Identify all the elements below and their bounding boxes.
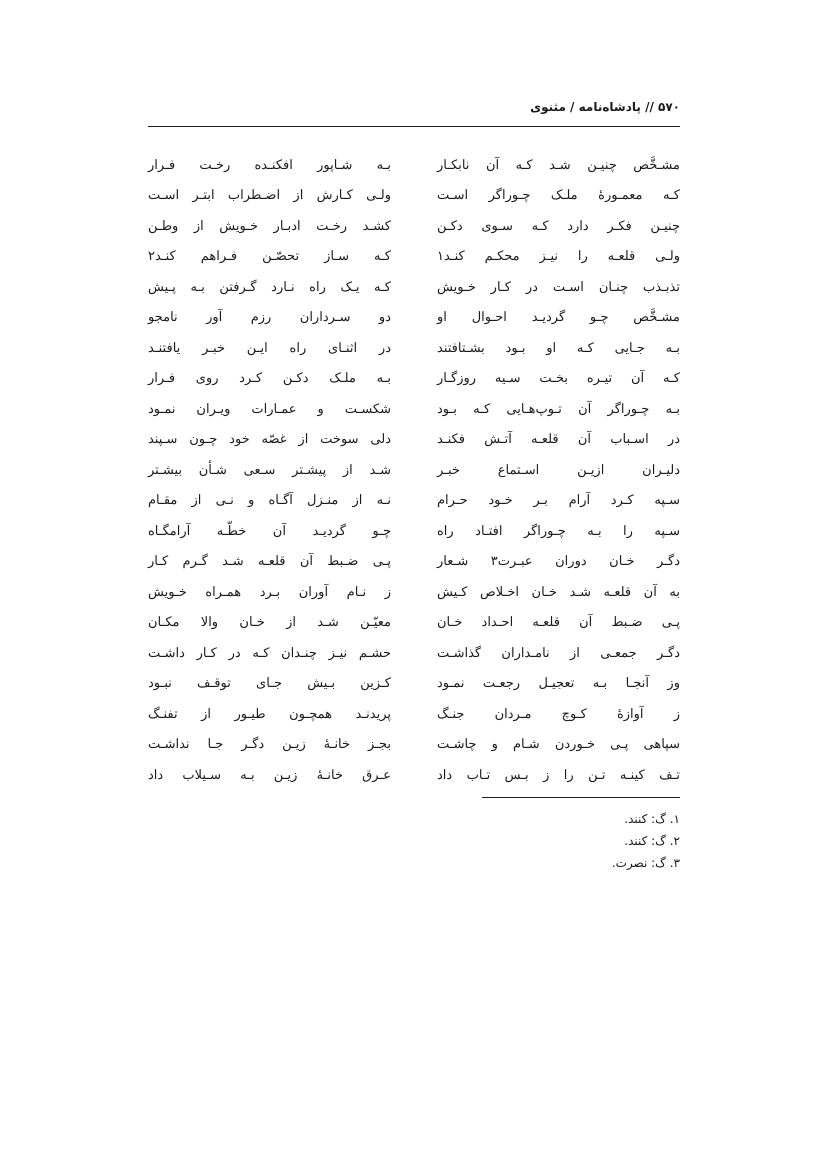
hemistich-first: ولـی قلعـه را نیـز محکـم کنـد۱: [437, 249, 680, 265]
hemistich-first: مشـخَّص چـو گردیـد احـوال او: [437, 310, 680, 326]
couplet: [148, 608, 680, 639]
hemistich-first: دگـر جمعـی از نامـداران گذاشـت: [437, 645, 680, 661]
couplet: [148, 303, 680, 334]
couplet: [148, 638, 680, 669]
hemistich-second: نـه از منـزل آگـاه و نـی از مقـام: [148, 493, 391, 509]
couplet: [148, 394, 680, 425]
poem-body: [148, 150, 680, 791]
hemistich-second: حشـم نیـز چنـدان کـه در کـار داشـت: [148, 645, 391, 661]
hemistich-first: تـف کینـه تـن را ز بـس تـاب داد: [437, 767, 680, 783]
hemistich-first: دگـر خـان دوران عبـرت۳ شـعار: [437, 554, 680, 570]
hemistich-second: کشـد رخـت ادبـار خـویش از وطـن: [148, 218, 391, 234]
hemistich-second: چـو گردیـد آن خطّـه آرامگـاه: [148, 523, 391, 539]
hemistich-second: ز نـام آوران بـرد همـراه خـویش: [148, 584, 391, 600]
couplet: [148, 242, 680, 273]
hemistich-first: وز آنجـا بـه تعجیـل رجعـت نمـود: [437, 676, 680, 692]
running-title: ۵۷۰ // پادشاه‌نامه / مثنوی: [530, 100, 680, 114]
couplet: [148, 181, 680, 212]
couplet: [148, 760, 680, 791]
hemistich-first: بـه جـایی کـه او بـود بشـتافتند: [437, 340, 680, 356]
hemistich-second: کـه سـاز تحصّـن فـراهم کنـد۲: [148, 249, 391, 265]
hemistich-first: بـه چـوراگر آن تـوپ‌هـایی کـه بـود: [437, 401, 680, 417]
couplet: [148, 547, 680, 578]
couplet: [148, 425, 680, 456]
hemistich-second: دلی سوخت از غصّه خود چـون سـپند: [148, 432, 391, 448]
hemistich-second: پـی ضـبط آن قلعـه شـد گـرم کـار: [148, 554, 391, 570]
hemistich-first: سـپه را بـه چـوراگر افتـاد راه: [437, 523, 680, 539]
header-divider: [148, 126, 680, 127]
hemistich-first: پـی ضـبط آن قلعـه احـداد خـان: [437, 615, 680, 631]
hemistich-first: ز آوازهٔ کـوچ مـردان جنـگ: [437, 706, 680, 722]
hemistich-first: سـپه کـرد آرام بـر خـود حـرام: [437, 493, 680, 509]
hemistich-second: ولـی کـارش از اضـطراب ابتـر اسـت: [148, 188, 391, 204]
hemistich-second: دو سـرداران رزم آور نامجو: [148, 310, 391, 326]
footnotes: [480, 808, 680, 874]
couplet: [148, 364, 680, 395]
couplet: [148, 577, 680, 608]
couplet: [148, 272, 680, 303]
couplet: [148, 455, 680, 486]
hemistich-second: بجـز خانـهٔ زیـن دگـر جـا نداشـت: [148, 737, 391, 753]
hemistich-second: بـه ملـک دکـن کـرد روی فـرار: [148, 371, 391, 387]
footnote-3: ۳. گ: نصرت.: [611, 856, 680, 870]
couplet: [148, 211, 680, 242]
hemistich-second: معیّـن شـد از خـان والا مکـان: [148, 615, 391, 631]
page-header: [148, 100, 680, 114]
hemistich-second: شکسـت و عمـارات ویـران نمـود: [148, 401, 391, 417]
hemistich-first: کـه معمـورهٔ ملـک چـوراگر اسـت: [437, 188, 680, 204]
hemistich-first: دلیـران ازیـن اسـتماع خبـر: [437, 462, 680, 478]
hemistich-first: مشـخَّص چنیـن شـد کـه آن نابکـار: [437, 157, 680, 173]
hemistich-second: در اثنـای راه ایـن خبـر یافتنـد: [148, 340, 391, 356]
hemistich-first: سپاهی پـی خـوردن شـام و چاشـت: [437, 737, 680, 753]
couplet: [148, 669, 680, 700]
hemistich-first: کـه آن تیـره بخـت سـیه روزگـار: [437, 371, 680, 387]
footnote-divider: [482, 797, 680, 798]
couplet: [148, 730, 680, 761]
hemistich-second: کـه یـک راه نـارد گـرفتن بـه پـیش: [148, 279, 391, 295]
couplet: [148, 333, 680, 364]
hemistich-second: شـد از پیشـتر سـعی شـأن بیشـتر: [148, 462, 391, 478]
hemistich-first: در اسـباب آن قلعـه آتـش فکنـد: [437, 432, 680, 448]
hemistich-first: به آن قلعـه شـد خـان اخـلاص کـیش: [437, 584, 680, 600]
footnote-2: ۲. گ: کنند.: [624, 834, 680, 848]
hemistich-first: تذبـذب چنـان اسـت در کـار خـویش: [437, 279, 680, 295]
hemistich-second: کـزین بـیش جـای توقـف نبـود: [148, 676, 391, 692]
hemistich-second: بـه شـاپور افکنـده رخـت فـرار: [148, 157, 391, 173]
hemistich-first: چنیـن فکـر دارد کـه سـوی دکـن: [437, 218, 680, 234]
hemistich-second: عـرق خانـهٔ زیـن بـه سـیلاب داد: [148, 767, 391, 783]
hemistich-second: پریدنـد همچـون طیـور از تفنـگ: [148, 706, 391, 722]
couplet: [148, 150, 680, 181]
couplet: [148, 699, 680, 730]
couplet: [148, 516, 680, 547]
couplet: [148, 486, 680, 517]
footnote-1: ۱. گ: کنند.: [624, 812, 680, 826]
